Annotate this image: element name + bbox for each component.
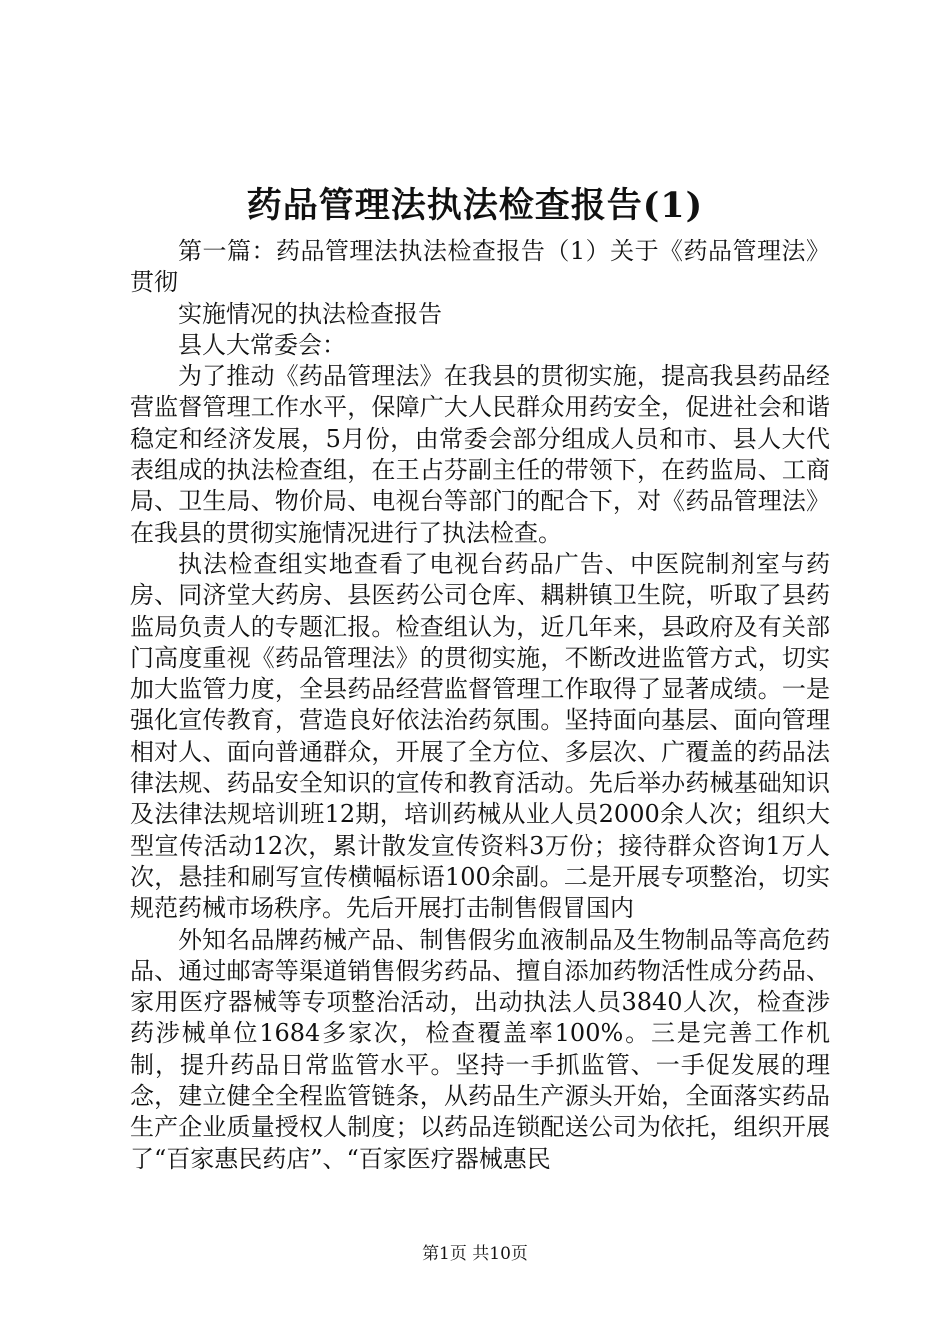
paragraph-salutation: 县人大常委会： bbox=[178, 330, 346, 359]
document-title: 药品管理法执法检查报告(1) bbox=[246, 185, 704, 226]
paragraph-subheading: 实施情况的执法检查报告 bbox=[178, 299, 442, 328]
paragraph-findings: 执法检查组实地查看了电视台药品广告、中医院制剂室与药房、同济堂大药房、县医药公司仓库、耦耕镇卫生院，听取了县药监局负责人的专题汇报。检查组认为，近几年来，县政府及有关部门高度重视《药品管理法》的贯彻实施，不断改进监管方式，切实加大监管力度，全县药品经营监督管理工作取得了显著成绩。一是强化宣传教育，营造良好依法治药氛围。坚持面向基层、面向管理相对人、面向普通群众，开展了全方位、多层次、广覆盖的药品法律法规、药品安全知识的宣传和教育活动。先后举办药械基础知识及法律法规培训班12期，培训药械从业人员2000余人次；组织大型宣传活动12次，累计散发宣传资料3万份；接待群众咨询1万人次，悬挂和刷写宣传横幅标语100余副。二是开展专项整治，切实规范药械市场秩序。先后开展打击制售假冒国内 bbox=[130, 549, 830, 923]
page-footer: 第1页 共10页 bbox=[422, 1244, 528, 1264]
document-body bbox=[130, 236, 830, 1175]
paragraph-heading: 第一篇：药品管理法执法检查报告（1）关于《药品管理法》贯彻 bbox=[130, 237, 830, 297]
paragraph-continuation: 外知名品牌药械产品、制售假劣血液制品及生物制品等高危药品、通过邮寄等渠道销售假劣药品、擅自添加药物活性成分药品、家用医疗器械等专项整治活动，出动执法人员3840人次，检查涉药涉械单位1684多家次，检查覆盖率100%。三是完善工作机制，提升药品日常监管水平。坚持一手抓监管、一手促发展的理念，建立健全全程监管链条，从药品生产源头开始，全面落实药品生产企业质量授权人制度；以药品连锁配送公司为依托，组织开展了“百家惠民药店”、“百家医疗器械惠民 bbox=[130, 925, 830, 1173]
paragraph-intro: 为了推动《药品管理法》在我县的贯彻实施，提高我县药品经营监督管理工作水平，保障广大人民群众用药安全，促进社会和谐稳定和经济发展，5月份，由常委会部分组成人员和市、县人大代表组成的执法检查组，在王占芬副主任的带领下，在药监局、工商局、卫生局、物价局、电视台等部门的配合下，对《药品管理法》在我县的贯彻实施情况进行了执法检查。 bbox=[130, 362, 830, 547]
